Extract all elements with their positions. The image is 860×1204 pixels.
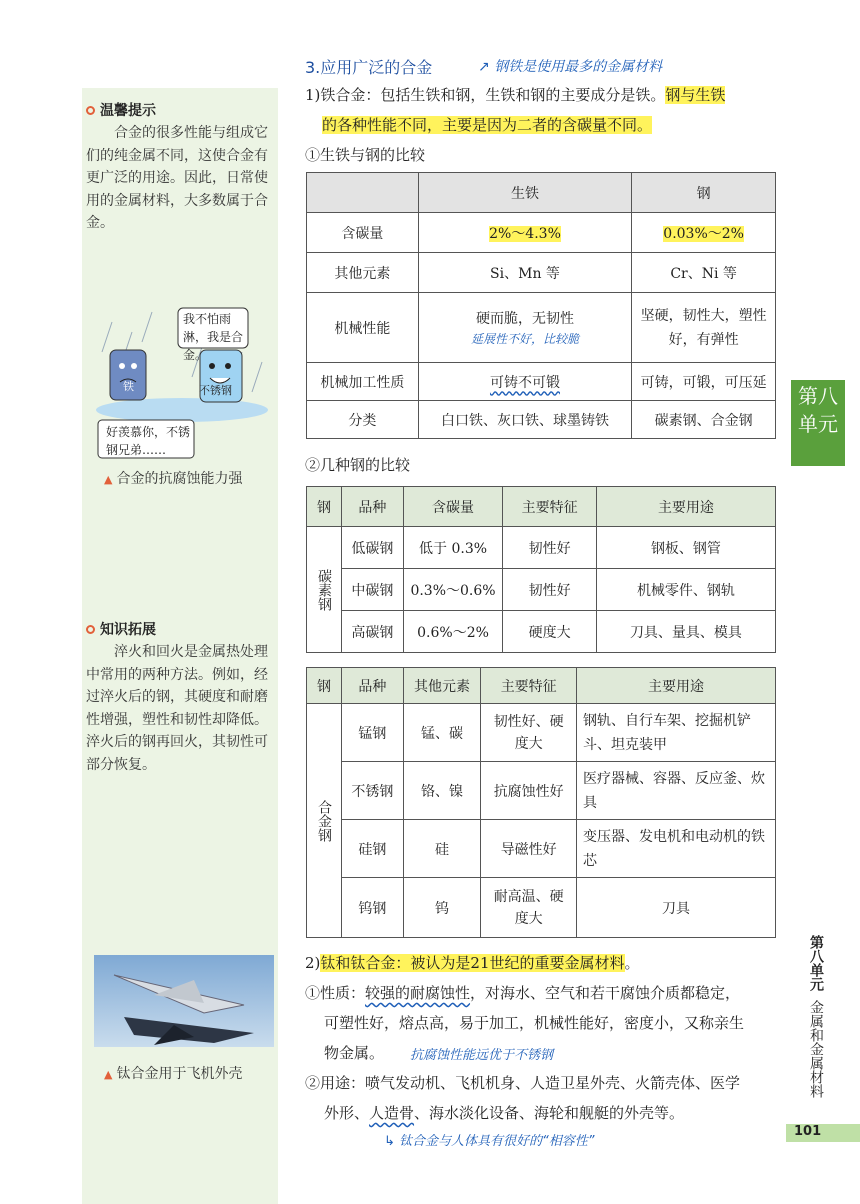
table-cell: Si、Mn 等 — [418, 253, 632, 293]
para-iron-alloy: 1)铁合金：包括生铁和钢，生铁和钢的主要成分是铁。钢与生铁 — [305, 86, 726, 104]
table-cell: 机械加工性质 — [307, 363, 419, 401]
table-cell: 2%～4.3% — [418, 213, 632, 253]
table-cell: 耐高温、硬度大 — [481, 878, 577, 938]
figure-caption-corrosion: ▲ 合金的抗腐蚀能力强 — [104, 471, 243, 487]
table-alloy-steel — [306, 667, 776, 938]
table-cell: 锰、碳 — [403, 704, 481, 762]
table-header-cell: 钢 — [307, 487, 342, 527]
table-cell: 0.03%～2% — [632, 213, 776, 253]
table-cell: 硬度大 — [503, 611, 597, 653]
table-cell: 0.3%～0.6% — [403, 569, 503, 611]
table-cell: 可铸不可锻 — [418, 363, 632, 401]
figure-label-steel: 不锈钢 — [199, 384, 232, 397]
table-cell: 不锈钢 — [342, 762, 404, 820]
triangle-icon: ▲ — [104, 473, 113, 486]
bullet-icon — [86, 106, 95, 115]
table-cell: 其他元素 — [307, 253, 419, 293]
table-header-cell: 其他元素 — [403, 668, 481, 704]
section-title: 3.应用广泛的合金 — [305, 58, 433, 77]
table-cell: 低于 0.3% — [403, 527, 503, 569]
para-titanium-properties-cont: 可塑性好，熔点高，易于加工，机械性能好，密度小，又称亲生 — [324, 1014, 745, 1032]
vertical-unit-label: 第八单元 — [808, 935, 824, 991]
table-cell: 锰钢 — [342, 704, 404, 762]
table-cell: 碳素钢、合金钢 — [632, 401, 776, 439]
arrow-icon: ↳ — [384, 1134, 395, 1149]
table-cell — [418, 293, 632, 363]
table-cell: 变压器、发电机和电动机的铁芯 — [577, 820, 776, 878]
table-cell: 含碳量 — [307, 213, 419, 253]
handwritten-note-top: ↗ 钢铁是使用最多的金属材料 — [478, 59, 663, 75]
table-cell: 抗腐蚀性好 — [481, 762, 577, 820]
subheading-steel-types: ②几种钢的比较 — [305, 456, 411, 474]
para-titanium-uses-cont: 外形、人造骨、海水淡化设备、海轮和舰艇的外壳等。 — [324, 1104, 685, 1122]
table-header-cell — [307, 173, 419, 213]
table-cell: 0.6%～2% — [403, 611, 503, 653]
table-cell: 可铸，可锻，可压延 — [632, 363, 776, 401]
table-cell: 钢轨、自行车架、挖掘机铲斗、坦克装甲 — [577, 704, 776, 762]
group-label-alloy-steel: 合金钢 — [307, 704, 342, 938]
table-cell: 钢板、钢管 — [596, 527, 775, 569]
table-header-cell: 钢 — [307, 668, 342, 704]
vertical-unit-title: 金属和金属材料 — [808, 1000, 824, 1098]
table-header-cell: 主要特征 — [503, 487, 597, 527]
table-row — [307, 820, 776, 878]
table-row — [307, 878, 776, 938]
extension-text: 淬火和回火是金属热处理中常用的两种方法。例如，经过淬火后的钢，其硬度和耐磨性增强，塑性和韧性却降低。淬火后的钢再回火，其韧性可部分恢复。 — [86, 644, 268, 773]
tip-title: 温馨提示 — [86, 100, 156, 120]
table-cell: 分类 — [307, 401, 419, 439]
tip-text: 合金的很多性能与组成它们的纯金属不同，这使合金有更广泛的用途。因此，日常使用的金属材料，大多数属于合金。 — [86, 125, 268, 231]
table-header-cell: 品种 — [342, 668, 404, 704]
table-row — [307, 762, 776, 820]
table-row — [307, 293, 776, 363]
table-cell: 医疗器械、容器、反应釜、炊具 — [577, 762, 776, 820]
fighter-jet-photo — [94, 955, 274, 1047]
para-titanium-properties-end: 物金属。 — [324, 1044, 385, 1062]
table-cell: 低碳钢 — [342, 527, 404, 569]
arrow-icon: ↗ — [478, 59, 490, 75]
table-cell: 硅 — [403, 820, 481, 878]
cell-text: 硬而脆，无韧性 — [475, 311, 574, 327]
handwritten-note-mechanical: 延展性不好，比较脆 — [470, 332, 579, 346]
table-cell: 坚硬，韧性大，塑性好，有弹性 — [632, 293, 776, 363]
bullet-icon — [86, 625, 95, 634]
para-iron-alloy-cont: 的各种性能不同，主要是因为二者的含碳量不同。 — [322, 116, 653, 134]
table-cell: 中碳钢 — [342, 569, 404, 611]
group-label-carbon-steel: 碳素钢 — [307, 527, 342, 653]
table-header-cell: 含碳量 — [403, 487, 503, 527]
para-titanium: 2)钛和钛合金：被认为是21世纪的重要金属材料。 — [305, 954, 640, 972]
triangle-icon: ▲ — [104, 1068, 113, 1081]
para-titanium-uses: ②用途：喷气发动机、飞机机身、人造卫星外壳、火箭壳体、医学 — [305, 1074, 741, 1092]
table-header-cell: 生铁 — [418, 173, 632, 213]
table-cell: 铬、镍 — [403, 762, 481, 820]
table-row — [307, 401, 776, 439]
handwritten-note-corrosion: 抗腐蚀性能远优于不锈钢 — [410, 1048, 554, 1063]
table-row — [307, 611, 776, 653]
para-titanium-properties: ①性质：较强的耐腐蚀性，对海水、空气和若干腐蚀介质都稳定， — [305, 984, 741, 1002]
handwritten-note-bottom: ↳ 钛合金与人体具有很好的“相容性” — [384, 1134, 595, 1149]
table-cell: Cr、Ni 等 — [632, 253, 776, 293]
table-cell: 导磁性好 — [481, 820, 577, 878]
table-header-cell: 品种 — [342, 487, 404, 527]
subheading-iron-vs-steel: ①生铁与钢的比较 — [305, 146, 426, 164]
table-row — [307, 569, 776, 611]
unit-tab: 第八单元 — [791, 380, 845, 466]
table-row — [307, 527, 776, 569]
table-cell: 韧性好 — [503, 527, 597, 569]
table-cell: 白口铁、灰口铁、球墨铸铁 — [418, 401, 632, 439]
table-cell: 机械零件、钢轨 — [596, 569, 775, 611]
table-cell: 韧性好、硬度大 — [481, 704, 577, 762]
table-row — [307, 704, 776, 762]
table-header-cell: 主要用途 — [577, 668, 776, 704]
table-cell: 硅钢 — [342, 820, 404, 878]
table-cell: 高碳钢 — [342, 611, 404, 653]
speech-bubble-bottom: 好羡慕你，不锈钢兄弟…… — [106, 425, 191, 457]
table-cell: 韧性好 — [503, 569, 597, 611]
figure-caption-titanium: ▲ 钛合金用于飞机外壳 — [104, 1066, 243, 1082]
table-cell: 机械性能 — [307, 293, 419, 363]
table-carbon-steel — [306, 486, 776, 653]
table-row — [307, 213, 776, 253]
table-header-cell: 主要特征 — [481, 668, 577, 704]
extension-title: 知识拓展 — [86, 619, 156, 639]
table-iron-vs-steel — [306, 172, 776, 439]
page-number: 101 — [794, 1124, 822, 1139]
table-row — [307, 253, 776, 293]
table-cell: 刀具、量具、模具 — [596, 611, 775, 653]
table-header-cell: 钢 — [632, 173, 776, 213]
table-cell: 钨钢 — [342, 878, 404, 938]
speech-bubble-top: 我不怕雨淋，我是合金。 — [183, 312, 244, 362]
table-header-cell: 主要用途 — [596, 487, 775, 527]
table-cell: 刀具 — [577, 878, 776, 938]
table-row — [307, 363, 776, 401]
figure-label-iron: 铁 — [123, 380, 134, 393]
table-cell: 钨 — [403, 878, 481, 938]
